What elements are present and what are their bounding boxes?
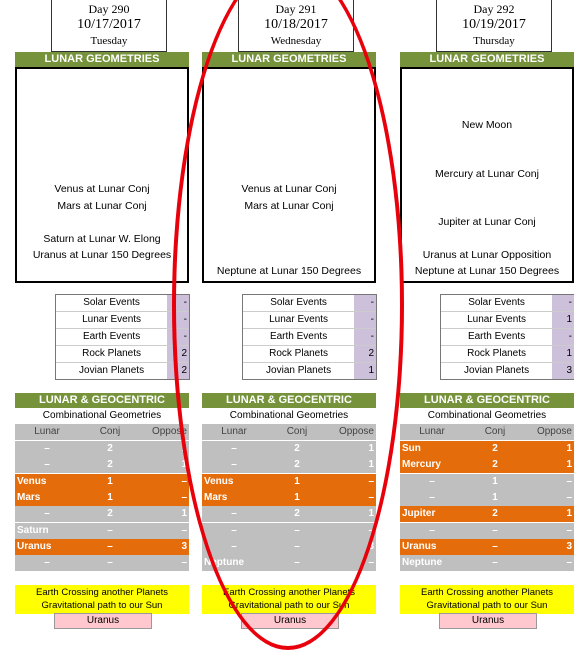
event-label: Solar Events (243, 295, 354, 311)
event-value: 2 (167, 363, 189, 379)
geometry-row (202, 441, 376, 457)
day-date: 10/18/2017 (264, 17, 328, 32)
event-value: 1 (354, 363, 376, 379)
event-value: 2 (167, 346, 189, 362)
geometry-conj-cell: – (294, 540, 300, 552)
header-conj: Conj (484, 426, 506, 437)
earth-crossing-line-2: Gravitational path to our Sun (426, 600, 548, 611)
geometry-row (400, 506, 574, 522)
event-row (56, 312, 189, 329)
geometry-lunar-cell: Mercury (402, 459, 441, 471)
event-label: Earth Events (243, 329, 354, 345)
geometry-lunar-cell: – (429, 491, 435, 503)
header-conj: Conj (99, 426, 121, 437)
geometry-table-header (400, 424, 574, 440)
geometry-lunar-cell: Saturn (17, 524, 49, 536)
day-weekday: Tuesday (90, 35, 128, 47)
geometry-row (202, 457, 376, 473)
geometry-conj-cell: 1 (294, 475, 300, 487)
event-value: - (354, 312, 376, 328)
geometry-oppose-cell: – (566, 557, 572, 569)
geometry-lunar-cell: Uranus (17, 540, 52, 552)
geometry-oppose-cell: 1 (181, 443, 187, 454)
header-oppose: Oppose (338, 426, 374, 437)
event-value: - (354, 295, 376, 311)
geometry-row (400, 457, 574, 473)
geometry-row (15, 441, 189, 457)
geometry-lunar-cell: – (44, 459, 50, 471)
geometry-table-header (202, 424, 376, 440)
event-row (441, 329, 574, 346)
geometry-oppose-cell: 1 (368, 508, 374, 520)
events-table (440, 294, 574, 380)
geometry-conj-cell: 2 (107, 443, 113, 454)
geometry-conj-cell: – (294, 524, 300, 536)
lunar-geometry-item: Saturn at Lunar W. Elong (43, 233, 161, 245)
geometry-oppose-cell: – (566, 475, 572, 487)
event-row (441, 295, 574, 312)
geometry-conj-cell: 2 (294, 508, 300, 520)
event-label: Lunar Events (441, 312, 552, 328)
geometry-lunar-cell: Neptune (402, 557, 442, 569)
geometry-oppose-cell: – (368, 475, 374, 487)
lunar-geometry-item: Mars at Lunar Conj (244, 200, 334, 212)
day-date: 10/17/2017 (77, 17, 141, 32)
planet-box: Uranus (241, 613, 339, 629)
geometry-row (202, 474, 376, 490)
events-table (242, 294, 377, 380)
planet-box: Uranus (439, 613, 537, 629)
geometry-oppose-cell: 1 (566, 443, 572, 454)
event-row (243, 329, 376, 346)
earth-crossing-note (400, 585, 574, 614)
event-label: Rock Planets (243, 346, 354, 362)
day-header (238, 0, 354, 52)
event-value: - (167, 312, 189, 328)
geometry-lunar-cell: Venus (204, 475, 234, 487)
geometry-lunar-cell: Mars (17, 491, 41, 503)
header-oppose: Oppose (536, 426, 572, 437)
event-row (441, 363, 574, 379)
lunar-geometry-item: Mars at Lunar Conj (57, 200, 147, 212)
geometry-conj-cell: – (492, 540, 498, 552)
lunar-geometry-item: New Moon (461, 119, 513, 131)
geometry-conj-cell: 1 (492, 475, 498, 487)
event-value: 1 (552, 312, 574, 328)
geometry-oppose-cell: – (181, 491, 187, 503)
geometry-row (400, 539, 574, 555)
earth-crossing-note (15, 585, 189, 614)
day-date: 10/19/2017 (462, 17, 526, 32)
geometry-conj-cell: – (294, 557, 300, 569)
event-label: Jovian Planets (441, 363, 552, 379)
geometry-oppose-cell: 1 (181, 459, 187, 471)
geometry-conj-cell: 1 (492, 491, 498, 503)
header-oppose: Oppose (151, 426, 187, 437)
event-row (243, 346, 376, 363)
geometry-conj-cell: 1 (107, 491, 113, 503)
geometry-lunar-cell: – (231, 459, 237, 471)
geometry-row (400, 523, 574, 539)
geometry-oppose-cell: – (181, 475, 187, 487)
event-row (441, 346, 574, 363)
geometry-row (15, 555, 189, 571)
event-value: - (552, 295, 574, 311)
combinational-geometries-label: Combinational Geometries (202, 408, 376, 423)
day-column-292 (400, 0, 574, 640)
geometry-row (15, 474, 189, 490)
event-label: Rock Planets (56, 346, 167, 362)
day-number: Day 290 (88, 2, 130, 16)
geometry-row (15, 506, 189, 522)
geometry-conj-cell: 1 (294, 491, 300, 503)
geometry-conj-cell: 2 (107, 508, 113, 520)
lunar-geometries-box (202, 67, 376, 283)
geometry-lunar-cell: Uranus (402, 540, 437, 552)
event-label: Jovian Planets (56, 363, 167, 379)
geometry-row (202, 523, 376, 539)
geometry-conj-cell: – (492, 524, 498, 536)
geometry-conj-cell: – (492, 557, 498, 569)
event-value: - (552, 329, 574, 345)
geometry-lunar-cell: Mars (204, 491, 228, 503)
geometry-lunar-cell: Sun (402, 443, 421, 454)
geometry-oppose-cell: – (368, 491, 374, 503)
combinational-geometries-label: Combinational Geometries (15, 408, 189, 423)
day-header (436, 0, 552, 52)
geometry-conj-cell: – (107, 524, 113, 536)
event-value: 3 (552, 363, 574, 379)
event-value: - (167, 295, 189, 311)
geometry-conj-cell: – (107, 540, 113, 552)
geometry-row (400, 474, 574, 490)
day-number: Day 291 (275, 2, 317, 16)
geometry-oppose-cell: – (181, 524, 187, 536)
geometry-table-header (15, 424, 189, 440)
events-table (55, 294, 190, 380)
geometry-conj-cell: 2 (294, 443, 300, 454)
day-header (51, 0, 167, 52)
geometry-conj-cell: – (107, 557, 113, 569)
event-row (56, 363, 189, 379)
lunar-geometry-item: Neptune at Lunar 150 Degrees (216, 265, 362, 277)
day-column-290 (15, 0, 189, 640)
geometry-oppose-cell: 3 (368, 540, 374, 552)
geometry-row (400, 441, 574, 457)
geometry-lunar-cell: – (429, 524, 435, 536)
day-weekday: Wednesday (270, 35, 322, 47)
event-row (243, 363, 376, 379)
event-label: Earth Events (56, 329, 167, 345)
geometry-row (202, 555, 376, 571)
geometry-oppose-cell: – (368, 557, 374, 569)
lunar-geometries-title: LUNAR GEOMETRIES (202, 52, 376, 67)
lunar-geometry-item: Jupiter at Lunar Conj (438, 216, 536, 228)
event-value: 2 (354, 346, 376, 362)
geometry-lunar-cell: – (44, 443, 50, 454)
event-row (243, 295, 376, 312)
day-number: Day 292 (473, 2, 515, 16)
event-value: 1 (552, 346, 574, 362)
event-value: - (167, 329, 189, 345)
geometry-oppose-cell: – (181, 557, 187, 569)
geometry-row (15, 457, 189, 473)
lunar-geometries-title: LUNAR GEOMETRIES (400, 52, 574, 67)
geometry-oppose-cell: – (566, 524, 572, 536)
geometry-row (400, 490, 574, 506)
geometry-row (202, 506, 376, 522)
geometry-oppose-cell: 1 (566, 459, 572, 471)
event-label: Rock Planets (441, 346, 552, 362)
geometry-row (15, 523, 189, 539)
planet-box: Uranus (54, 613, 152, 629)
geometry-lunar-cell: – (429, 475, 435, 487)
lunar-geocentric-title: LUNAR & GEOCENTRIC (15, 393, 189, 408)
geometry-lunar-cell: – (44, 508, 50, 520)
geometry-conj-cell: 2 (492, 508, 498, 520)
event-label: Solar Events (56, 295, 167, 311)
lunar-geometry-item: Venus at Lunar Conj (54, 183, 150, 195)
event-label: Lunar Events (243, 312, 354, 328)
geometry-lunar-cell: Jupiter (402, 508, 436, 520)
geometry-lunar-cell: – (231, 524, 237, 536)
geometry-oppose-cell: 3 (566, 540, 572, 552)
day-weekday: Thursday (473, 35, 515, 47)
geometry-row (15, 539, 189, 555)
combinational-geometries-label: Combinational Geometries (400, 408, 574, 423)
geometry-row (15, 490, 189, 506)
event-row (56, 346, 189, 363)
geometry-oppose-cell: 3 (181, 540, 187, 552)
lunar-geocentric-title: LUNAR & GEOCENTRIC (202, 393, 376, 408)
event-row (441, 312, 574, 329)
geometry-oppose-cell: 1 (181, 508, 187, 520)
lunar-geometries-box (400, 67, 574, 283)
geometry-lunar-cell: Venus (17, 475, 47, 487)
earth-crossing-line-1: Earth Crossing another Planets (35, 587, 169, 598)
geometry-lunar-cell: – (231, 540, 237, 552)
geometry-conj-cell: 2 (294, 459, 300, 471)
geometry-conj-cell: 2 (492, 459, 498, 471)
earth-crossing-line-2: Gravitational path to our Sun (41, 600, 163, 611)
event-label: Jovian Planets (243, 363, 354, 379)
geometry-lunar-cell: – (231, 508, 237, 520)
event-value: - (354, 329, 376, 345)
geometry-oppose-cell: 1 (368, 459, 374, 471)
event-label: Solar Events (441, 295, 552, 311)
earth-crossing-line-2: Gravitational path to our Sun (228, 600, 350, 611)
geometry-oppose-cell: – (368, 524, 374, 536)
geometry-oppose-cell: 1 (368, 443, 374, 454)
lunar-geometry-item: Uranus at Lunar Opposition (422, 249, 552, 261)
geometry-conj-cell: 2 (107, 459, 113, 471)
geometry-conj-cell: 1 (107, 475, 113, 487)
geometry-oppose-cell: – (566, 491, 572, 503)
geometry-conj-cell: 2 (492, 443, 498, 454)
lunar-geometry-item: Uranus at Lunar 150 Degrees (32, 249, 172, 261)
event-label: Lunar Events (56, 312, 167, 328)
geometry-lunar-cell: – (231, 443, 237, 454)
geometry-row (202, 490, 376, 506)
earth-crossing-note (202, 585, 376, 614)
event-row (243, 312, 376, 329)
header-conj: Conj (286, 426, 308, 437)
event-row (56, 329, 189, 346)
earth-crossing-line-1: Earth Crossing another Planets (420, 587, 554, 598)
earth-crossing-line-1: Earth Crossing another Planets (222, 587, 356, 598)
geometry-row (202, 539, 376, 555)
event-row (56, 295, 189, 312)
lunar-geometries-title: LUNAR GEOMETRIES (15, 52, 189, 67)
geometry-oppose-cell: 1 (566, 508, 572, 520)
header-lunar: Lunar (221, 426, 247, 437)
day-column-291 (202, 0, 376, 640)
lunar-geometry-item: Neptune at Lunar 150 Degrees (414, 265, 560, 277)
header-lunar: Lunar (34, 426, 60, 437)
geometry-lunar-cell: Neptune (204, 557, 244, 569)
lunar-geocentric-title: LUNAR & GEOCENTRIC (400, 393, 574, 408)
lunar-geometries-box (15, 67, 189, 283)
lunar-geometry-item: Mercury at Lunar Conj (435, 168, 539, 180)
event-label: Earth Events (441, 329, 552, 345)
geometry-row (400, 555, 574, 571)
geometry-lunar-cell: – (44, 557, 50, 569)
header-lunar: Lunar (419, 426, 445, 437)
lunar-geometry-item: Venus at Lunar Conj (241, 183, 337, 195)
